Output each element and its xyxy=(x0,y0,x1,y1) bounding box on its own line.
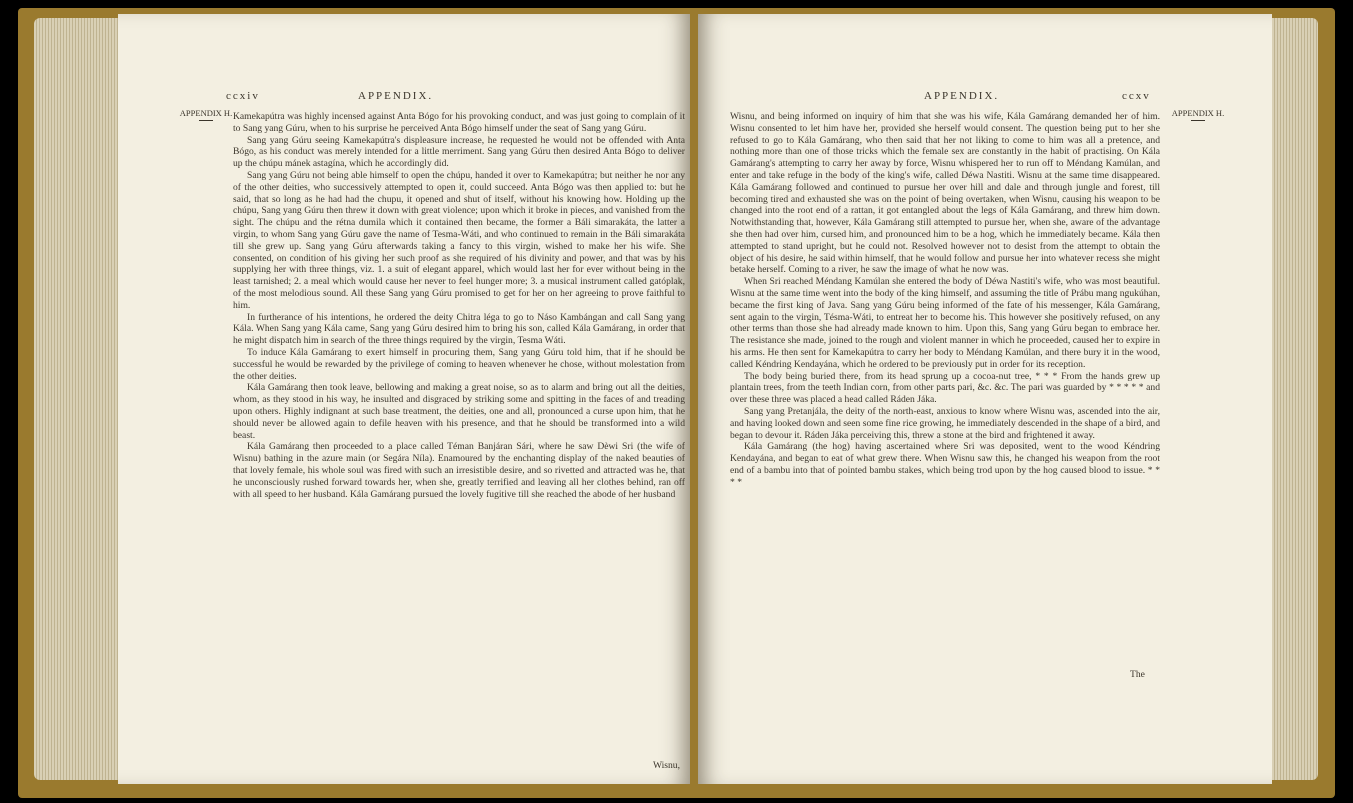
right-page-edges xyxy=(1272,18,1318,780)
right-catchword: The xyxy=(1130,669,1145,680)
right-margin-label xyxy=(1170,108,1226,121)
paragraph: Kála Gamárang then took leave, bellowing and making a great noise, so as to alarm and bring out all the deities, whom, as they stood in his way, he insulted and disgraced by striking some and spitting in the faces of and treading upon others. Highly indignant at such base treatment, the deities, one and all, pronounced a curse upon him, that he should never be allowed again to defile heaven with his presence, and that he should be transformed into a wild beast. xyxy=(233,382,685,441)
paragraph: Sang yang Pretanjála, the deity of the north-east, anxious to know where Wisnu was, ascended into the air, and having looked down and seen some fine rice growing, he immediately descended in the shape of a bird, and began to devour it. Ráden Jáka perceiving this, threw a stone at the bird and frightened it away. xyxy=(730,405,1160,441)
margin-rule xyxy=(1191,120,1205,121)
paragraph: Kamekapútra was highly incensed against Anta Bógo for his provoking conduct, and was just going to complain of it to Sang yang Gúru, when to his surprise he perceived Anta Bógo himself under the seat of Sang yang Gúru. xyxy=(233,111,685,134)
margin-label-text: APPENDIX H. xyxy=(1171,108,1225,118)
paragraph: Kála Gamárang then proceeded to a place called Téman Banjáran Sári, where he saw Dèwi Sri (the wife of Wisnu) bathing in the azure main (or Segára Níla). Enamoured by the enchanting display of the naked beauties of that lovely female, his whole soul was fired with such an irresistible desire, and so rivetted and attracted was he, that he unconsciously rushed forward towards her, when she, greatly terrified and leaving all her clothes behind, ran off with all speed to her husband. Kála Gamárang pursued the lovely fugitive till she reached the abode of her husband xyxy=(233,441,685,500)
right-body-text xyxy=(730,111,1160,489)
left-catchword: Wisnu, xyxy=(652,760,680,771)
left-page-number: ccxiv xyxy=(226,90,260,102)
left-margin-label xyxy=(178,108,234,121)
left-page-edges xyxy=(34,18,118,780)
paragraph: Kála Gamárang (the hog) having ascertained where Sri was deposited, went to the wood Kéndring Kendayána, and began to eat of what grew there. When Wisnu saw this, he changed his weapon from the root end of a bambu into that of pointed bambu stakes, which being trod upon by the hog caused blood to issue. * * * * xyxy=(730,441,1160,488)
margin-rule xyxy=(199,120,213,121)
right-page-number: ccxv xyxy=(1122,90,1151,102)
paragraph: In furtherance of his intentions, he ordered the deity Chitra léga to go to Náso Kambángan and call Sang yang Kála. When Sang yang Kála came, Sang yang Gúru desired him to bring his son, called Kála Gamárang, in order that he might dispatch him in search of the three things required by the virgin, Tesma Wáti. xyxy=(233,311,685,347)
left-running-head: APPENDIX. xyxy=(358,90,434,102)
paragraph: The body being buried there, from its head sprung up a cocoa-nut tree, * * * From the hands grew up plantain trees, from the teeth Indian corn, from other parts pari, &c. &c. The pari was guarded by * * * * * and over these three was placed a head called Ráden Jáka. xyxy=(730,370,1160,406)
paragraph: Wisnu, and being informed on inquiry of him that she was his wife, Kála Gamárang demanded her of him. Wisnu consented to let him have her, provided she herself would consent. The question being put to her she refused to go to Kála Gamárang, who then said that her not liking to come to him was all a pretence, and nothing more than one of those tricks which the female sex are constantly in the habit of practising. On Kála Gamárang's attempting to carry her away by force, Wisnu whispered her to run off to Méndang Kamúlan, and enter and take refuge in the body of the king's wife, called Déwa Nastiti. Wisnu at the same time disappeared. Kála Gamárang followed and continued to pursue her over hill and dale and through jungle and forest, till becoming tired and exhausted she was on the point of being overtaken, when Wisnu, causing his weapon to be changed into the root end of a rattan, it got entangled about the legs of Kála Gamárang, and threw him down. Notwithstanding that, however, Kála Gamárang still attempted to pursue her, when she, aware of the advantage she then had over him, cursed him, and pronounced him to be a hog, which he immediately became. Kála then attempted to stand upright, but he could not. Resolved however not to desist from the attempt to obtain the object of his desire, he said within himself, that he would follow and pursue her into whatever recess she might betake herself. Coming to a river, he saw the image of what he now was. xyxy=(730,111,1160,276)
margin-label-text: APPENDIX H. xyxy=(179,108,233,118)
paragraph: When Sri reached Méndang Kamúlan she entered the body of Déwa Nastiti's wife, who was most beautiful. Wisnu at the same time went into the body of the king himself, and assuming the title of Prábu mang ngukúhan, became the first king of Java. Sang yang Gúru being informed of the fate of his messenger, Kála Gamárang, sent again to the virgin, Tésma-Wáti, to entreat her to become his. This however she positively refused, on any other terms than those she had already made known to him. Upon this, Sang yang Gúru began to embrace her. The resistance she made, joined to the rough and violent manner in which he proceeded, caused her to expire in his arms. He then sent for Kamekapútra to carry her body to Méndang Kamúlan, and there bury it in the wood, called Kéndring Kendayána, which he ordered to be previously put in order for its reception. xyxy=(730,276,1160,370)
left-page xyxy=(118,14,690,784)
right-running-head: APPENDIX. xyxy=(924,90,1000,102)
paragraph: Sang yang Gúru seeing Kamekapútra's displeasure increase, he requested he would not be offended with Anta Bógo, as his conduct was merely intended for a little merriment. Sang yang Gúru then desired Anta Bógo to deliver up the chúpu mánek astagína, which he accordingly did. xyxy=(233,134,685,170)
left-body-text xyxy=(233,111,685,500)
paragraph: To induce Kála Gamárang to exert himself in procuring them, Sang yang Gúru told him, that if he should be successful he would be rewarded by the privilege of coming to heaven whenever he chose, without molestation from the other deities. xyxy=(233,346,685,382)
paragraph: Sang yang Gúru not being able himself to open the chúpu, handed it over to Kamekapútra; but neither he nor any of the other deities, who successively attempted to open it, could succeed. Anta Bógo was then applied to: but he said, that so long as he had had the chupu, it opened and shut of itself, without his knowing how. Holding up the chúpu, Sang yang Gúru then threw it down with great violence; upon which it broke in pieces, and vanished from the sight. The chúpu and the rétna dumila which it contained then became, the former a Báli simarakáta, the latter a virgin, to whom Sang yang Gúru gave the name of Tesma-Wáti, and who continued to remain in the Báli simarakáta till she grew up. Sang yang Gúru afterwards taking a fancy to this virgin, wished to make her his wife. She consented, on condition of his giving her such proof as she required of his divinity and power, and that was by his supplying her with three things, viz. 1. a suit of elegant apparel, which would last her for ever without being in the least tarnished; 2. a meal which would cause her never to feel hunger more; 3. a musical instrument called gatóplak, of the most melodious sound. All these Sang yang Gúru promised to get for her on her agreeing to prove faithful to him. xyxy=(233,169,685,311)
right-page xyxy=(698,14,1272,784)
